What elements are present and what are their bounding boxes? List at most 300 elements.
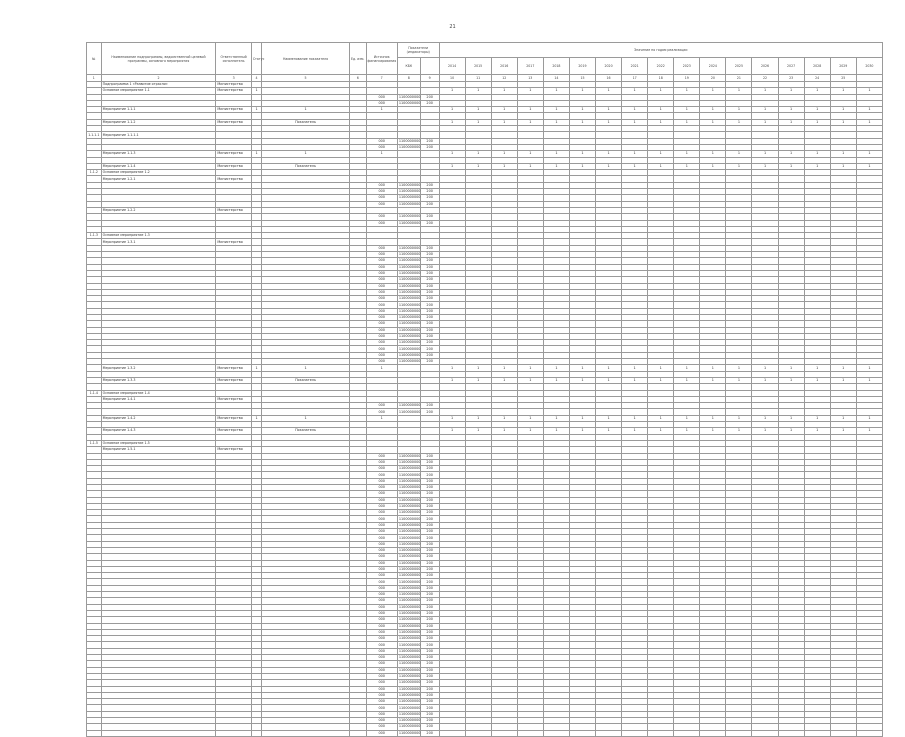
cell-value: 1 (517, 377, 543, 383)
cell-p: 200 (420, 302, 439, 308)
cell-value: 1 (856, 415, 882, 421)
header-year: 2022 (648, 58, 674, 75)
cell-value: 1 (804, 428, 830, 434)
cell-kbk: 1100000000 (398, 699, 421, 704)
cell-value (752, 730, 778, 736)
cell-src: 000 (366, 724, 397, 730)
cell-p: 200 (420, 264, 439, 270)
cell-kbk: 1100000000 (398, 598, 421, 603)
cell-kbk: 1100000000 (398, 182, 421, 187)
cell-value: 1 (726, 119, 752, 125)
header-year: 2026 (752, 58, 778, 75)
cell-p: 200 (420, 566, 439, 572)
cell-p: 200 (420, 327, 439, 333)
cell-p: 200 (420, 472, 439, 478)
cell-kbk: 1100000000 (398, 359, 421, 364)
cell-name: Мероприятие 1.2.1 (101, 176, 216, 182)
cell-kbk: 1100000000 (398, 510, 421, 515)
cell-value: 1 (804, 151, 830, 157)
cell-kbk: 1100000000 (398, 264, 421, 269)
cell-resp: Министерство (216, 365, 251, 371)
header-kbk: КБК (397, 58, 420, 75)
cell-src: 000 (366, 661, 397, 667)
header-column-number: 21 (726, 75, 752, 82)
cell-value (491, 730, 517, 736)
cell-value: 1 (674, 88, 700, 94)
cell-value: 1 (569, 415, 595, 421)
cell-name: Основное мероприятие 1.5 (101, 440, 216, 446)
cell-kbk: 1100000000 (398, 516, 421, 521)
cell-kbk: 1100000000 (398, 705, 421, 710)
cell-resp: Министерство (216, 377, 251, 383)
cell-value: 1 (465, 107, 491, 113)
cell-value (648, 730, 674, 736)
cell-ind: 1 (262, 107, 350, 113)
cell-value: 1 (700, 365, 726, 371)
cell-p: 200 (420, 485, 439, 491)
cell-p: 200 (420, 680, 439, 686)
cell-kbk: 1100000000 (398, 629, 421, 634)
cell-src: 000 (366, 667, 397, 673)
cell-value: 1 (648, 119, 674, 125)
cell-name: Основное мероприятие 1.2 (101, 170, 216, 176)
cell-name: Мероприятие 1.1.3 (101, 151, 216, 157)
header-column-number: 9 (420, 75, 439, 82)
cell-resp: Министерство (216, 88, 251, 94)
cell-resp: Министерство (216, 415, 251, 421)
cell-src: 000 (366, 201, 397, 207)
cell-src: 000 (366, 547, 397, 553)
header-column-number: 15 (569, 75, 595, 82)
cell-name: Мероприятие 1.1.4 (101, 163, 216, 169)
cell-value: 1 (726, 163, 752, 169)
cell-src: 1 (366, 365, 397, 371)
cell-src: 000 (366, 472, 397, 478)
cell-kbk: 1100000000 (398, 548, 421, 553)
header-source: Источник финансирования (366, 43, 397, 75)
cell-value: 1 (622, 415, 648, 421)
header-year: 2016 (491, 58, 517, 75)
cell-p: 200 (420, 642, 439, 648)
cell-value: 1 (491, 119, 517, 125)
header-column-number: 19 (674, 75, 700, 82)
header-indicator: Наименование показателя (262, 43, 350, 75)
cell-kbk: 1100000000 (398, 711, 421, 716)
cell-src: 000 (366, 717, 397, 723)
cell-p: 200 (420, 497, 439, 503)
header-responsible: Ответственный исполнитель (216, 43, 251, 75)
cell-resp: Министерство (216, 176, 251, 182)
cell-src: 000 (366, 699, 397, 705)
cell-value: 1 (648, 88, 674, 94)
cell-value: 1 (726, 428, 752, 434)
cell-value: 1 (439, 415, 465, 421)
cell-value: 1 (726, 365, 752, 371)
cell-value: 1 (726, 107, 752, 113)
cell-p: 200 (420, 692, 439, 698)
cell-src: 000 (366, 510, 397, 516)
header-period-group: Значение по годам реализации (439, 43, 882, 58)
cell-src: 000 (366, 516, 397, 522)
cell-p: 200 (420, 144, 439, 150)
cell-p: 200 (420, 478, 439, 484)
cell-src: 000 (366, 182, 397, 188)
cell-kbk: 1100000000 (398, 101, 421, 106)
cell-src: 000 (366, 673, 397, 679)
cell-src: 000 (366, 535, 397, 541)
cell-value: 1 (517, 107, 543, 113)
cell-value: 1 (439, 107, 465, 113)
cell-kbk: 1100000000 (398, 138, 421, 143)
cell-src: 000 (366, 220, 397, 226)
cell-src: 000 (366, 340, 397, 346)
cell-value: 1 (622, 365, 648, 371)
cell-src: 000 (366, 214, 397, 220)
cell-resp: Министерство (216, 82, 251, 88)
cell-kbk: 1100000000 (398, 617, 421, 622)
cell-value: 1 (439, 428, 465, 434)
cell-value: 1 (622, 377, 648, 383)
cell-kbk: 1100000000 (398, 245, 421, 250)
cell-value: 1 (804, 415, 830, 421)
cell-value: 1 (596, 377, 622, 383)
cell-value: 1 (804, 377, 830, 383)
cell-p: 200 (420, 673, 439, 679)
cell-value: 1 (622, 163, 648, 169)
cell-p: 200 (420, 100, 439, 106)
cell-code: 1.1.2 (87, 170, 102, 176)
cell-value: 1 (517, 88, 543, 94)
cell-value: 1 (543, 88, 569, 94)
cell-value: 1 (596, 119, 622, 125)
cell-value: 1 (830, 107, 856, 113)
cell-value (700, 730, 726, 736)
table-body (87, 82, 883, 737)
cell-value: 1 (648, 107, 674, 113)
cell-value: 1 (543, 107, 569, 113)
header-year: 2019 (569, 58, 595, 75)
cell-ind: Показатель (262, 428, 350, 434)
cell-kbk: 1100000000 (398, 579, 421, 584)
cell-p: 200 (420, 289, 439, 295)
cell-value: 1 (491, 415, 517, 421)
header-p (420, 58, 439, 75)
cell-value: 1 (596, 365, 622, 371)
cell-value: 1 (674, 377, 700, 383)
cell-value: 1 (752, 163, 778, 169)
cell-value: 1 (830, 415, 856, 421)
cell-value: 1 (491, 365, 517, 371)
cell-p: 200 (420, 214, 439, 220)
header-year: 2017 (517, 58, 543, 75)
cell-resp: Министерство (216, 428, 251, 434)
cell-src: 000 (366, 283, 397, 289)
cell-p: 200 (420, 648, 439, 654)
cell-p: 200 (420, 283, 439, 289)
cell-p: 200 (420, 340, 439, 346)
cell-value (622, 730, 648, 736)
cell-src: 000 (366, 541, 397, 547)
cell-code: 1.1.3 (87, 233, 102, 239)
cell-value: 1 (674, 163, 700, 169)
cell-kbk: 1100000000 (398, 535, 421, 540)
header-plan-group: Показатели (индикаторы) (397, 43, 439, 58)
cell-value (465, 730, 491, 736)
cell-value (517, 730, 543, 736)
cell-value: 1 (465, 163, 491, 169)
cell-src: 000 (366, 491, 397, 497)
cell-p: 200 (420, 717, 439, 723)
cell-value: 1 (778, 377, 804, 383)
cell-value: 1 (674, 119, 700, 125)
cell-src: 000 (366, 478, 397, 484)
cell-value: 1 (700, 107, 726, 113)
cell-code: 1.1.1.1 (88, 132, 100, 137)
cell-p: 200 (420, 585, 439, 591)
cell-value: 1 (674, 365, 700, 371)
cell-value: 1 (752, 415, 778, 421)
cell-value: 1 (569, 365, 595, 371)
cell-kbk: 1100000000 (398, 648, 421, 653)
cell-kbk: 1100000000 (398, 636, 421, 641)
cell-kbk: 1100000000 (398, 661, 421, 666)
cell-value: 1 (856, 365, 882, 371)
header-year: 2021 (622, 58, 648, 75)
cell-src: 000 (366, 327, 397, 333)
cell-p: 200 (420, 541, 439, 547)
cell-kbk: 1100000000 (398, 554, 421, 559)
cell-value: 1 (465, 119, 491, 125)
cell-src: 000 (366, 359, 397, 365)
cell-p: 200 (420, 655, 439, 661)
cell-p: 200 (420, 522, 439, 528)
cell-kbk: 1100000000 (398, 472, 421, 477)
page-number: 21 (449, 24, 456, 30)
cell-p: 200 (420, 138, 439, 144)
cell-src: 000 (366, 346, 397, 352)
cell-kbk: 1100000000 (398, 674, 421, 679)
cell-name: Мероприятие 1.1.2 (101, 119, 216, 125)
cell-p: 200 (420, 252, 439, 258)
cell-src: 000 (366, 189, 397, 195)
header-year: 2014 (439, 58, 465, 75)
cell-src: 000 (366, 459, 397, 465)
cell-src: 000 (366, 522, 397, 528)
cell-kbk: 1100000000 (398, 346, 421, 351)
cell-kbk: 1100000000 (398, 308, 421, 313)
table-row (87, 730, 883, 736)
cell-ind: 1 (262, 365, 350, 371)
cell-p: 200 (420, 610, 439, 616)
header-unit: Ед. изм. (349, 43, 366, 75)
cell-ind: 1 (262, 151, 350, 157)
cell-value: 1 (830, 428, 856, 434)
cell-resp: Министерство (216, 163, 251, 169)
cell-kbk: 1100000000 (398, 220, 421, 225)
cell-src: 000 (366, 321, 397, 327)
cell-p: 200 (420, 573, 439, 579)
cell-name (101, 730, 216, 736)
cell-kbk: 1100000000 (398, 459, 421, 464)
header-column-number: 4 (251, 75, 261, 82)
cell-st: 1 (251, 107, 261, 113)
cell-value: 1 (752, 365, 778, 371)
cell-kbk: 1100000000 (398, 214, 421, 219)
cell-value: 1 (856, 377, 882, 383)
header-year: 2020 (596, 58, 622, 75)
header-year: 2023 (674, 58, 700, 75)
cell-p: 200 (420, 560, 439, 566)
table-header (87, 43, 883, 82)
cell-kbk: 1100000000 (398, 271, 421, 276)
cell-kbk: 1100000000 (398, 730, 421, 735)
cell-resp: Министерство (216, 119, 251, 125)
cell-kbk: 1100000000 (398, 189, 421, 194)
cell-code: 1.1.4 (87, 390, 102, 396)
cell-value: 1 (804, 107, 830, 113)
cell-kbk: 1100000000 (398, 453, 421, 458)
cell-value (674, 730, 700, 736)
cell-src: 000 (366, 610, 397, 616)
cell-p: 200 (420, 403, 439, 409)
cell-kbk: 1100000000 (398, 327, 421, 332)
cell-value: 1 (569, 377, 595, 383)
cell-value: 1 (700, 428, 726, 434)
cell-name: Мероприятие 1.5.1 (101, 447, 216, 453)
cell-p: 200 (420, 459, 439, 465)
cell-kbk: 1100000000 (398, 585, 421, 590)
cell-value: 1 (778, 107, 804, 113)
cell-p: 200 (420, 554, 439, 560)
header-name: Наименование подпрограммы, ведомственной целевой программы, основного мероприятия (101, 43, 216, 75)
cell-unit (349, 730, 366, 736)
cell-value: 1 (648, 415, 674, 421)
cell-src: 000 (366, 585, 397, 591)
cell-value: 1 (648, 377, 674, 383)
cell-src: 000 (366, 604, 397, 610)
cell-name: Мероприятие 1.4.1 (101, 396, 216, 402)
cell-p: 200 (420, 182, 439, 188)
cell-value: 1 (596, 107, 622, 113)
header-column-number: 12 (491, 75, 517, 82)
cell-value: 1 (778, 88, 804, 94)
cell-value: 1 (465, 151, 491, 157)
cell-src: 000 (366, 686, 397, 692)
cell-ind: Показатель (262, 377, 350, 383)
cell-value: 1 (465, 88, 491, 94)
cell-src: 000 (366, 245, 397, 251)
cell-kbk: 1100000000 (398, 252, 421, 257)
header-column-number: 20 (700, 75, 726, 82)
cell-kbk: 1100000000 (398, 340, 421, 345)
cell-src: 000 (366, 289, 397, 295)
cell-value: 1 (830, 365, 856, 371)
cell-p: 200 (420, 296, 439, 302)
header-column-number: 23 (778, 75, 804, 82)
cell-kbk: 1100000000 (398, 642, 421, 647)
cell-code: 1.1.5 (87, 440, 102, 446)
cell-kbk: 1100000000 (398, 302, 421, 307)
cell-st (251, 730, 261, 736)
cell-st: 1 (251, 365, 261, 371)
header-year: 2027 (778, 58, 804, 75)
cell-p: 200 (420, 510, 439, 516)
header-column-number: 11 (465, 75, 491, 82)
cell-kbk: 1100000000 (398, 321, 421, 326)
cell-value: 1 (491, 163, 517, 169)
cell-value: 1 (700, 88, 726, 94)
cell-value (778, 730, 804, 736)
cell-value: 1 (726, 377, 752, 383)
cell-value: 1 (543, 377, 569, 383)
header-column-number: 7 (366, 75, 397, 82)
header-year: 2024 (700, 58, 726, 75)
cell-resp: Министерство (216, 447, 251, 453)
cell-src: 000 (366, 629, 397, 635)
cell-resp: Министерство (216, 207, 251, 213)
cell-value: 1 (804, 163, 830, 169)
cell-kbk: 1100000000 (398, 504, 421, 509)
cell-p: 200 (420, 661, 439, 667)
cell-value (856, 730, 882, 736)
header-column-number: 13 (517, 75, 543, 82)
cell-p: 200 (420, 189, 439, 195)
cell-p: 200 (420, 453, 439, 459)
cell-value: 1 (856, 428, 882, 434)
cell-src: 000 (366, 144, 397, 150)
cell-value: 1 (804, 365, 830, 371)
cell-src: 000 (366, 560, 397, 566)
cell-name: Мероприятие 1.3.1 (101, 239, 216, 245)
cell-name: Мероприятие 1.2.2 (101, 207, 216, 213)
cell-value: 1 (439, 88, 465, 94)
cell-value: 1 (465, 365, 491, 371)
cell-value: 1 (778, 415, 804, 421)
cell-value: 1 (517, 428, 543, 434)
cell-kbk: 1100000000 (398, 529, 421, 534)
cell-value: 1 (439, 151, 465, 157)
cell-src: 000 (366, 94, 397, 100)
cell-kbk: 1100000000 (398, 296, 421, 301)
cell-resp: Министерство (216, 151, 251, 157)
cell-kbk: 1100000000 (398, 667, 421, 672)
cell-p: 200 (420, 617, 439, 623)
cell-p: 200 (420, 409, 439, 415)
cell-kbk: 1100000000 (398, 541, 421, 546)
cell-value: 1 (674, 107, 700, 113)
cell-value: 1 (491, 428, 517, 434)
cell-kbk: 1100000000 (398, 409, 421, 414)
cell-kbk: 1100000000 (398, 478, 421, 483)
cell-p: 200 (420, 346, 439, 352)
cell-kbk: 1100000000 (398, 258, 421, 263)
cell-kbk: 1100000000 (398, 718, 421, 723)
cell-kbk: 1100000000 (398, 283, 421, 288)
cell-resp: Министерство (216, 107, 251, 113)
cell-src: 000 (366, 403, 397, 409)
cell-kbk: 1100000000 (398, 201, 421, 206)
header-year: 2015 (465, 58, 491, 75)
cell-src: 000 (366, 711, 397, 717)
cell-p: 200 (420, 535, 439, 541)
cell-value (596, 730, 622, 736)
cell-value: 1 (517, 119, 543, 125)
cell-resp: Министерство (216, 239, 251, 245)
cell-kbk: 1100000000 (398, 145, 421, 150)
cell-value: 1 (648, 163, 674, 169)
cell-name: Мероприятие 1.1.1 (101, 107, 216, 113)
cell-value: 1 (569, 163, 595, 169)
